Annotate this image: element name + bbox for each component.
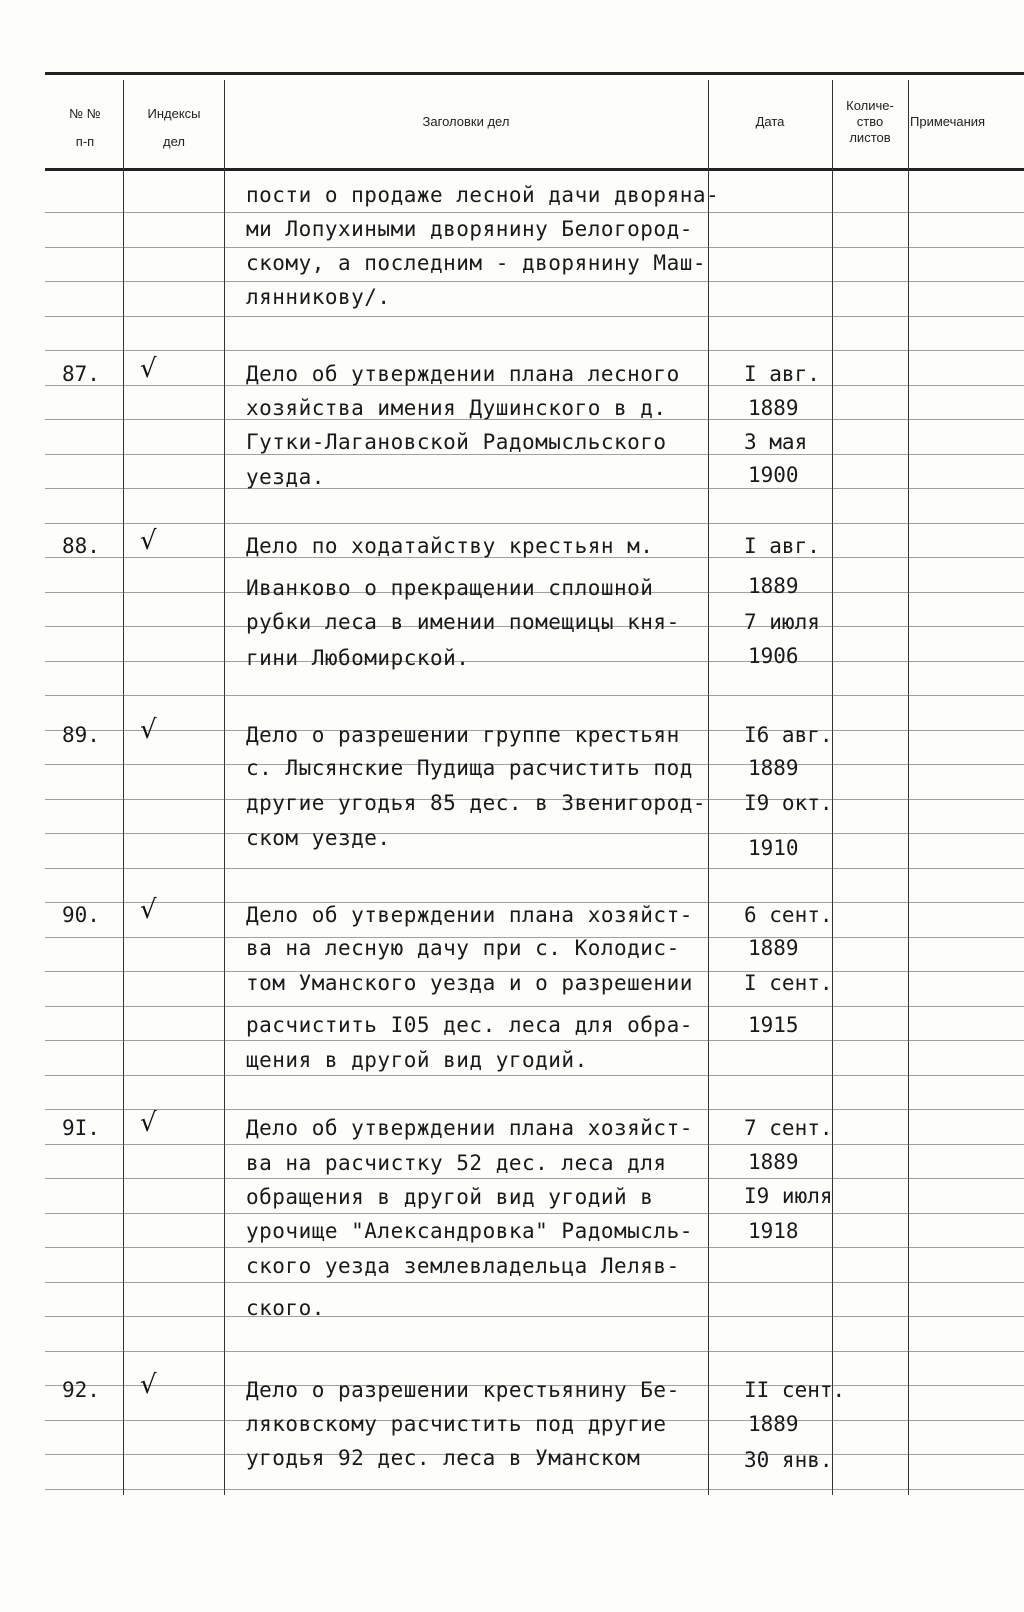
- ruled-line: [45, 247, 1024, 248]
- title-line: щения в другой вид угодий.: [246, 1048, 588, 1072]
- title-line: ского уезда землевладельца Леляв-: [246, 1254, 680, 1278]
- ruled-line: [45, 1178, 1024, 1179]
- checkmark-icon: √: [140, 1108, 157, 1138]
- date-line: 1918: [748, 1219, 799, 1243]
- ruled-line: [45, 212, 1024, 213]
- header-index: Индексы дел: [147, 106, 201, 149]
- ruled-line: [45, 1109, 1024, 1110]
- date-line: 3 мая: [744, 430, 808, 454]
- title-line: другие угодья 85 дес. в Звенигород-: [246, 791, 707, 815]
- date-line: 7 июля: [744, 610, 820, 634]
- title-line: Гутки-Лагановской Радомысльского: [246, 430, 667, 454]
- date-line: 1889: [748, 1412, 799, 1436]
- ruled-line: [45, 1040, 1024, 1041]
- ruled-line: [45, 1282, 1024, 1283]
- title-line: пости о продаже лесной дачи дворяна-: [246, 183, 720, 207]
- date-line: 1915: [748, 1013, 799, 1037]
- header-bottom-rule: [45, 168, 1024, 171]
- title-line: уезда.: [246, 465, 325, 489]
- header-title: Заголовки дел: [422, 114, 510, 129]
- date-line: 7 сент.: [744, 1116, 833, 1140]
- ruled-line: [45, 695, 1024, 696]
- entry-number: 89.: [62, 723, 100, 747]
- checkmark-icon: √: [140, 1370, 157, 1400]
- header-number: № № п-п: [69, 106, 101, 149]
- title-line: лянникову/.: [246, 285, 391, 309]
- entry-number: 92.: [62, 1378, 100, 1402]
- ruled-line: [45, 1247, 1024, 1248]
- header-notes: Примечания: [910, 114, 986, 129]
- date-line: 1889: [748, 756, 799, 780]
- title-line: ском уезде.: [246, 826, 391, 850]
- date-line: 1889: [748, 936, 799, 960]
- date-line: I9 июля: [744, 1184, 833, 1208]
- title-line: скому, а последним - дворянину Маш-: [246, 251, 707, 275]
- date-line: 1889: [748, 396, 799, 420]
- title-line: ва на лесную дачу при с. Колодис-: [246, 936, 680, 960]
- ruled-line: [45, 833, 1024, 834]
- ruled-line: [45, 661, 1024, 662]
- title-line: ского.: [246, 1296, 325, 1320]
- table-top-rule: [45, 72, 1024, 75]
- date-line: 1889: [748, 574, 799, 598]
- title-line: Дело по ходатайству крестьян м.: [246, 534, 654, 558]
- ruled-line: [45, 523, 1024, 524]
- entry-number: 9I.: [62, 1116, 100, 1140]
- date-line: 1910: [748, 836, 799, 860]
- checkmark-icon: √: [140, 715, 157, 745]
- ruled-line: [45, 1489, 1024, 1490]
- title-line: урочище "Александровка" Радомысль-: [246, 1219, 693, 1243]
- title-line: Дело о разрешении крестьянину Бе-: [246, 1378, 680, 1402]
- date-line: 1889: [748, 1150, 799, 1174]
- title-line: хозяйства имения Душинского в д.: [246, 396, 667, 420]
- date-line: I сент.: [744, 971, 833, 995]
- header-sheets: Количе- ство листов: [846, 98, 894, 145]
- date-line: 1906: [748, 644, 799, 668]
- title-line: Дело об утверждении плана хозяйст-: [246, 903, 693, 927]
- title-line: расчистить I05 дес. леса для обра-: [246, 1013, 693, 1037]
- date-line: 30 янв.: [744, 1448, 833, 1472]
- ruled-line: [45, 316, 1024, 317]
- title-line: рубки леса в имении помещицы кня-: [246, 610, 680, 634]
- title-line: Дело о разрешении группе крестьян: [246, 723, 680, 747]
- title-line: Дело об утверждении плана хозяйст-: [246, 1116, 693, 1140]
- date-line: I авг.: [744, 362, 820, 386]
- date-line: I6 авг.: [744, 723, 833, 747]
- title-line: обращения в другой вид угодий в: [246, 1185, 654, 1209]
- title-line: том Уманского уезда и о разрешении: [246, 971, 693, 995]
- ruled-line: [45, 1351, 1024, 1352]
- date-line: II сент.: [744, 1378, 846, 1402]
- title-line: угодья 92 дес. леса в Уманском: [246, 1446, 641, 1470]
- entry-number: 87.: [62, 362, 100, 386]
- checkmark-icon: √: [140, 354, 157, 384]
- entry-number: 88.: [62, 534, 100, 558]
- ruled-line: [45, 1006, 1024, 1007]
- title-line: ва на расчистку 52 дес. леса для: [246, 1151, 667, 1175]
- date-line: 1900: [748, 463, 799, 487]
- title-line: гини Любомирской.: [246, 646, 470, 670]
- ruled-line: [45, 488, 1024, 489]
- title-line: ми Лопухиными дворянину Белогород-: [246, 217, 693, 241]
- ruled-line: [45, 281, 1024, 282]
- ruled-line: [45, 868, 1024, 869]
- ruled-line: [45, 454, 1024, 455]
- ruled-line: [45, 350, 1024, 351]
- checkmark-icon: √: [140, 526, 157, 556]
- title-line: Иванково о прекращении сплошной: [246, 576, 654, 600]
- ruled-line: [45, 1213, 1024, 1214]
- title-line: ляковскому расчистить под другие: [246, 1412, 667, 1436]
- header-date: Дата: [755, 114, 785, 129]
- ruled-line: [45, 1144, 1024, 1145]
- checkmark-icon: √: [140, 895, 157, 925]
- ruled-line: [45, 1075, 1024, 1076]
- title-line: с. Лысянские Пудища расчистить под: [246, 756, 693, 780]
- ruled-line: [45, 1316, 1024, 1317]
- date-line: 6 сент.: [744, 903, 833, 927]
- title-line: Дело об утверждении плана лесного: [246, 362, 680, 386]
- date-line: I9 окт.: [744, 791, 833, 815]
- date-line: I авг.: [744, 534, 820, 558]
- entry-number: 90.: [62, 903, 100, 927]
